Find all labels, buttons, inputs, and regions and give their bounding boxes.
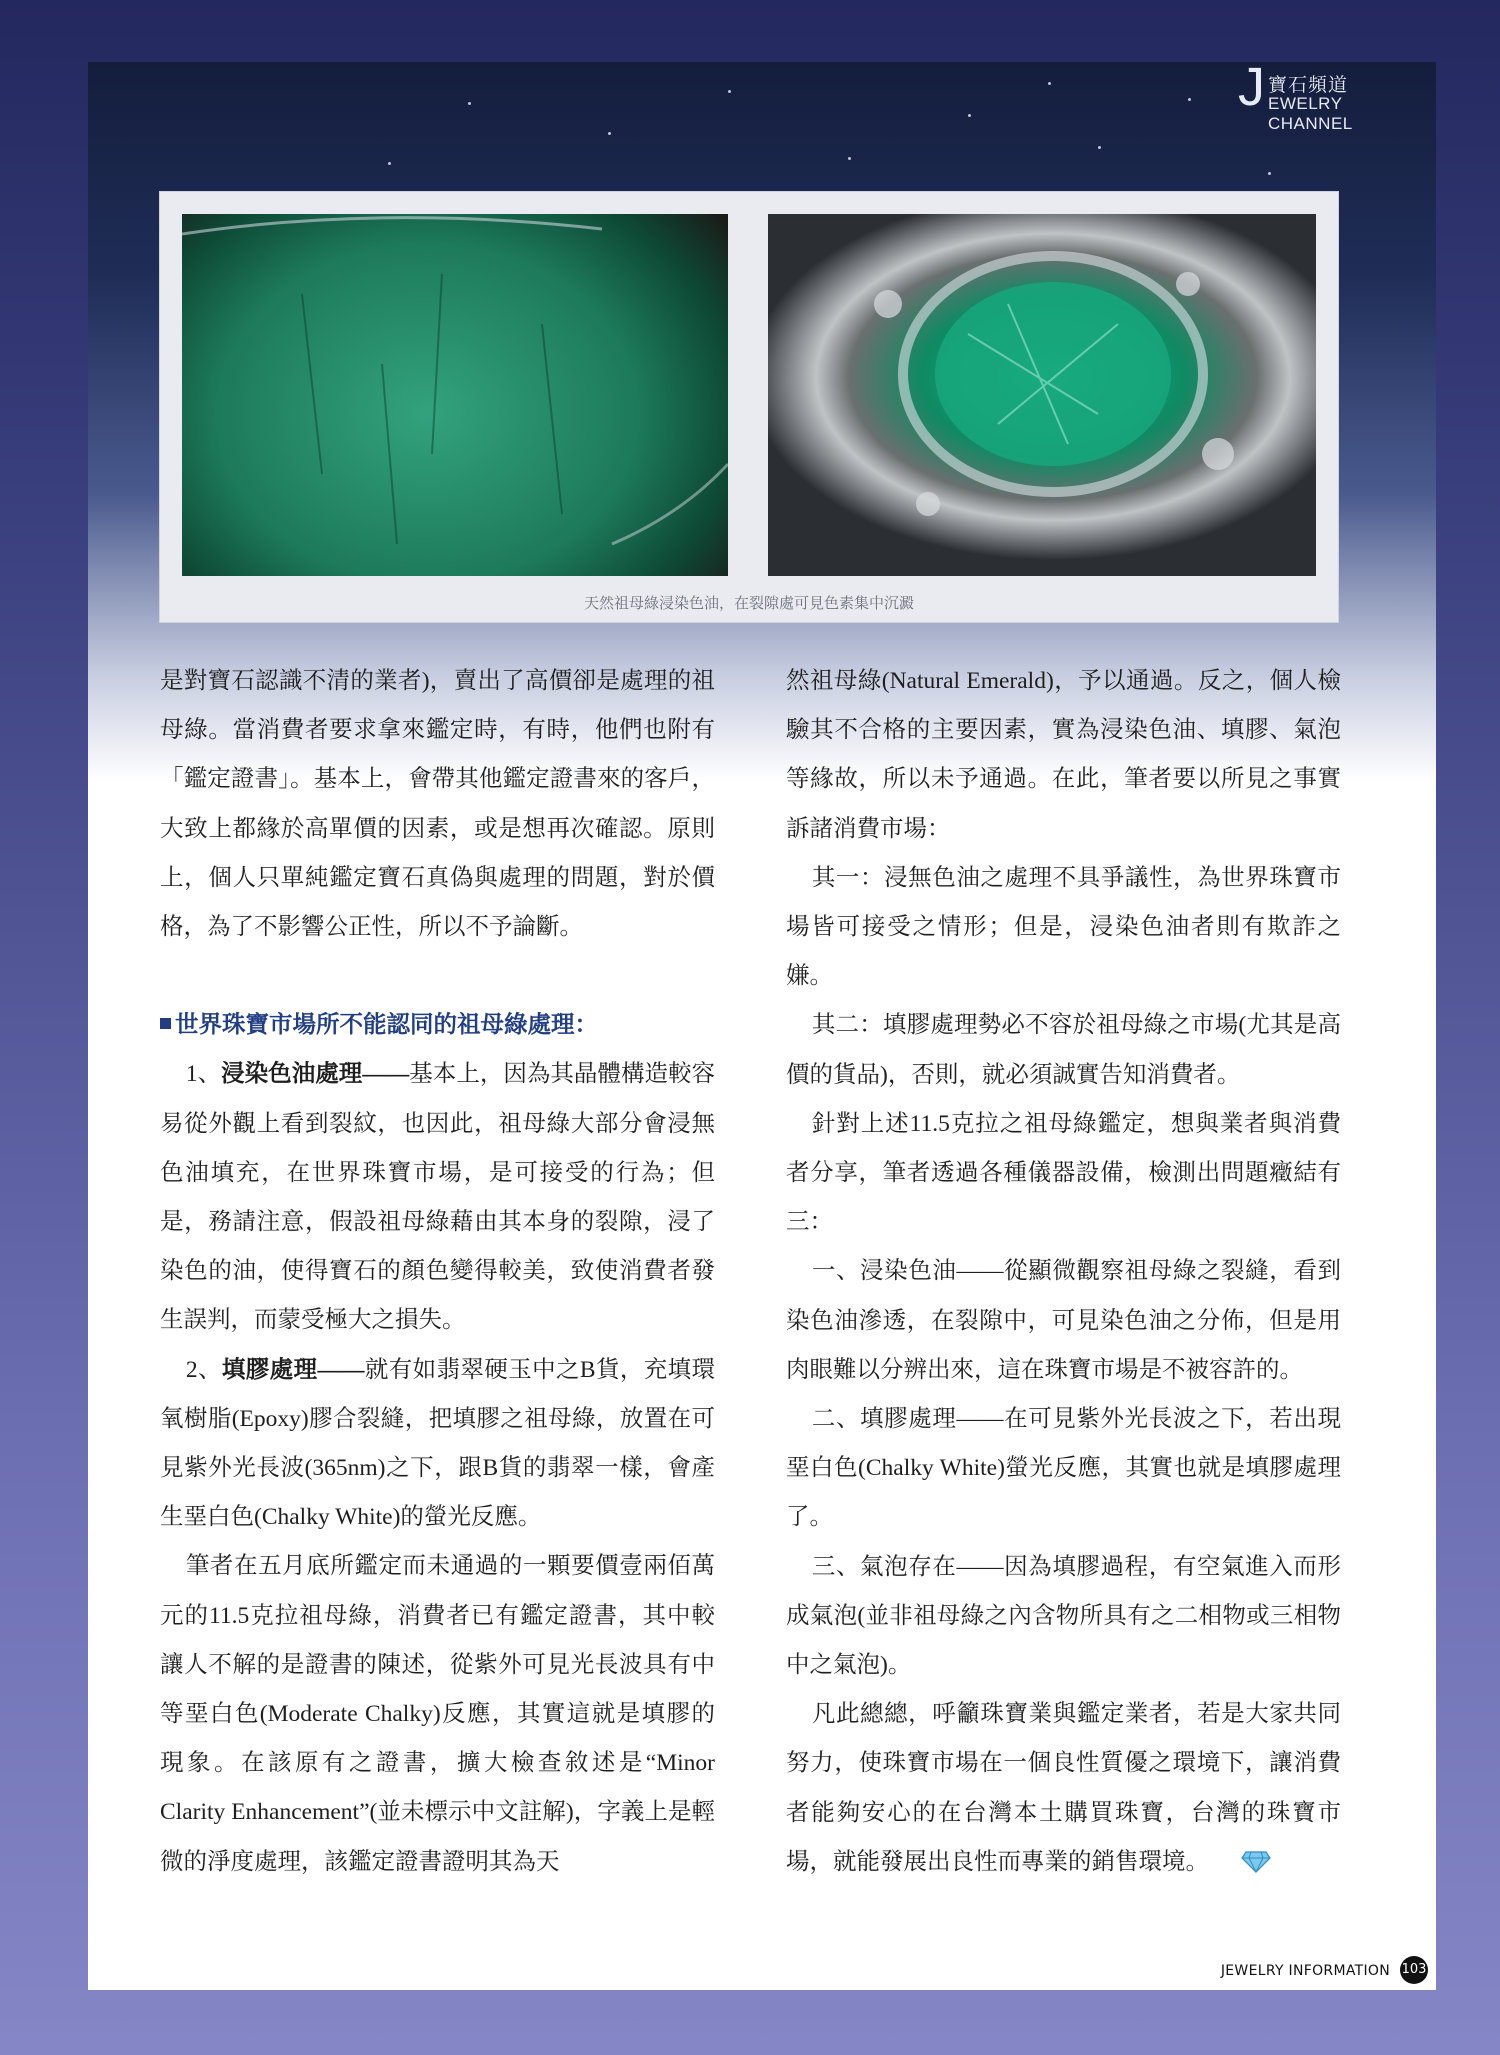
item-number: 2、 xyxy=(185,1356,222,1383)
star xyxy=(1268,172,1271,175)
star xyxy=(1098,146,1101,149)
star xyxy=(388,162,391,165)
paragraph: 一、浸染色油——從顯微觀察祖母綠之裂縫，看到染色油滲透，在裂隙中，可見染色油之分佈，但是用肉眼難以分辨出來，這在珠寶市場是不被容許的。 xyxy=(786,1258,1341,1383)
square-bullet-icon xyxy=(160,1018,171,1029)
item-title: 浸染色油處理—— xyxy=(221,1061,410,1088)
star xyxy=(1188,98,1191,101)
article-right-column xyxy=(786,657,1341,1891)
gem-end-icon xyxy=(1215,1842,1271,1891)
item-number: 1、 xyxy=(185,1061,222,1088)
star xyxy=(848,157,851,160)
item-text: 基本上，因為其晶體構造較容易從外觀上看到裂紋，也因此，祖母綠大部分會浸無色油填充，在世界珠寶市場，是可接受的行為；但是，務請注意，假設祖母綠藉由其本身的裂隙，浸了染色的油，使得寶石的顏色變得較美，致使消費者發生誤判，而蒙受極大之損失。 xyxy=(160,1061,716,1334)
paragraph: 二、填膠處理——在可見紫外光長波之下，若出現堊白色(Chalky White)螢光反應，其實也就是填膠處理了。 xyxy=(786,1406,1341,1531)
figure-caption: 天然祖母綠浸染色油，在裂隙處可見色素集中沉澱 xyxy=(583,594,914,612)
page-number: 103 xyxy=(1400,1956,1428,1984)
jewelry-channel-logo xyxy=(1238,62,1428,133)
section-heading xyxy=(160,1001,715,1050)
star xyxy=(1048,82,1051,85)
paragraph: 其二：填膠處理勢必不容於祖母綠之市場(尤其是高價的貨品)，否則，就必須誠實告知消費者。 xyxy=(786,1012,1341,1088)
emerald-cabochon-photo xyxy=(182,214,728,576)
list-item xyxy=(160,1050,715,1345)
item-text: 就有如翡翠硬玉中之B貨，充填環氧樹脂(Epoxy)膠合裂縫，把填膠之祖母綠，放置在可見紫外光長波(365nm)之下，跟B貨的翡翠一樣，會產生堊白色(Chalky White)的螢光反應。 xyxy=(160,1356,716,1531)
paragraph: 筆者在五月底所鑑定而未通過的一顆要價壹兩佰萬元的11.5克拉祖母綠，消費者已有鑑定證書，其中較讓人不解的是證書的陳述，從紫外可見光長波具有中等堊白色(Moderate Chalky)反應，其實這就是填膠的現象。在該原有之證書，擴大檢查敘述是“Minor Clarity Enhancement”(並未標示中文註解)，字義上是輕微的淨度處理，該鑑定證書證明其為天 xyxy=(160,1553,715,1875)
closing-paragraph xyxy=(786,1690,1341,1891)
photo-figure xyxy=(160,192,1338,622)
emerald-cabochon-illustration xyxy=(182,214,728,576)
emerald-ring-illustration xyxy=(768,214,1316,576)
paragraph: 三、氣泡存在——因為填膠過程，有空氣進入而形成氣泡(並非祖母綠之內含物所具有之二相物或三相物中之氣泡)。 xyxy=(786,1553,1341,1679)
star xyxy=(608,132,611,135)
item-title: 填膠處理—— xyxy=(221,1356,365,1383)
paragraph: 是對寶石認識不清的業者)，賣出了高價卻是處理的祖母綠。當消費者要求拿來鑑定時，有時，他們也附有「鑑定證書」。基本上，會帶其他鑑定證書來的客戶，大致上都緣於高單價的因素，或是想再次確認。原則上，個人只單純鑑定寶石真偽與處理的問題，對於價格，為了不影響公正性，所以不予論斷。 xyxy=(160,668,715,941)
page-footer xyxy=(1221,1956,1428,1986)
magazine-page xyxy=(88,62,1436,1990)
paragraph-text: 凡此總總，呼籲珠寶業與鑑定業者，若是大家共同努力，使珠寶市場在一個良性質優之環境下，讓消費者能夠安心的在台灣本土購買珠寶，台灣的珠寶市場，就能發展出良性而專業的銷售環境。 xyxy=(786,1701,1341,1875)
paragraph: 針對上述11.5克拉之祖母綠鑑定，想與業者與消費者分享，筆者透過各種儀器設備，檢測出問題癥結有三： xyxy=(786,1110,1341,1236)
magazine-name: JEWELRY INFORMATION xyxy=(1220,1963,1390,1979)
paragraph: 然祖母綠(Natural Emerald)，予以通過。反之，個人檢驗其不合格的主要因素，實為浸染色油、填膠、氣泡等緣故，所以未予通過。在此，筆者要以所見之事實訴諸消費市場： xyxy=(786,668,1341,842)
logo-english: EWELRY CHANNEL xyxy=(1268,94,1353,133)
section-heading-text: 世界珠寶市場所不能認同的祖母綠處理： xyxy=(175,1012,598,1039)
article-left-column xyxy=(160,657,715,1887)
paragraph-gap xyxy=(160,952,715,1001)
logo-letter: J xyxy=(1238,62,1265,117)
paragraph: 其一：浸無色油之處理不具爭議性，為世界珠寶市場皆可接受之情形；但是，浸染色油者則有欺詐之嫌。 xyxy=(786,864,1341,990)
star xyxy=(968,114,971,117)
star xyxy=(728,90,731,93)
star xyxy=(468,102,471,105)
emerald-ring-photo xyxy=(768,214,1316,576)
list-item xyxy=(160,1346,715,1543)
logo-chinese: 寶石頻道 xyxy=(1268,75,1349,96)
